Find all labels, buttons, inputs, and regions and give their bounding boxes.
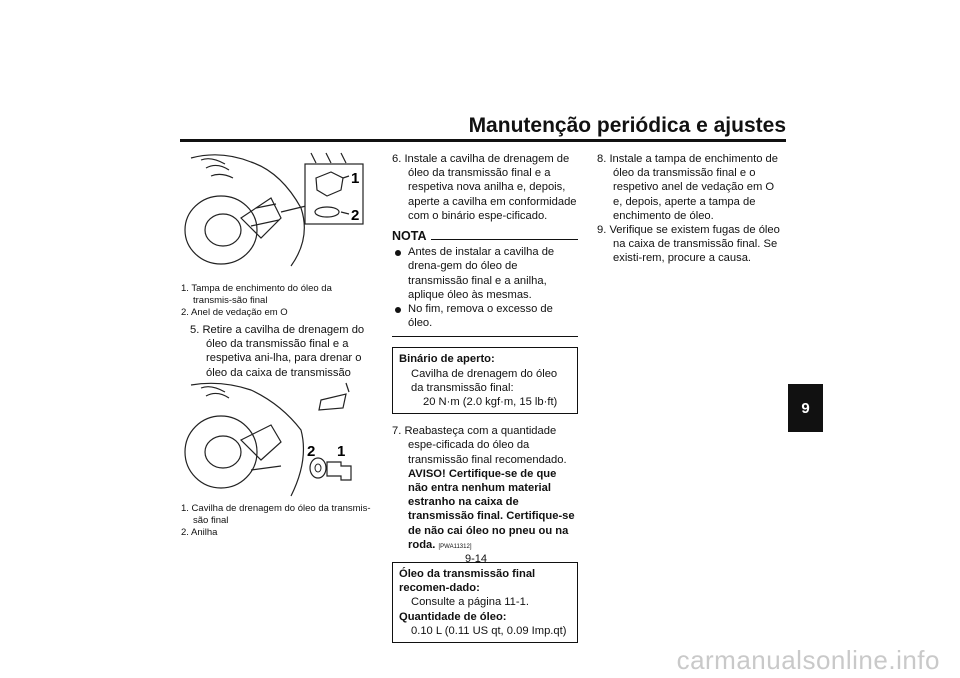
middle-column [392,152,578,643]
figure2-caption [181,503,371,539]
torque-item: Cavilha de drenagem do óleo da transmissão final: [411,367,558,394]
step-7-warning: AVISO! Certifique-se de que não entra nenhum material estranho na caixa de transmissão final. Certifique-se de não cai óleo no pneu ou na roda. [408,467,575,551]
step-9-text: 9. Verifique se existem fugas de óleo na caixa de transmissão final. Se existi-rem, procure a causa. [597,224,780,265]
scooter-drain-illustration [181,380,367,500]
warning-code: [PWA11312] [438,543,472,550]
nota-bullet-2 [392,302,578,330]
page-title: Manutenção periódica e ajustes [468,114,786,137]
oil-heading-2: Quantidade de óleo: [399,610,507,623]
step-6-text: 6. Instale a cavilha de drenagem de óleo da transmissão final e a respetiva nova anilha e, depois, aperte a cavilha em conformidade com o binário espe-cificado. [392,153,577,222]
nota-rule [431,239,579,240]
figure2-caption-2: 2. Anilha [181,527,218,538]
figure1-caption-2: 2. Anel de vedação em O [181,307,288,318]
nota-bullet-1 [392,245,578,302]
figure1-caption [181,283,371,319]
nota-label: NOTA [392,229,427,244]
step-5-text: 5. Retire a cavilha de drenagem do óleo da transmissão final e a respetiva ani-lha, para drenar o óleo da caixa de transmissão [190,324,365,379]
figure2-caption-1: 1. Cavilha de drenagem do óleo da transmis-são final [181,503,371,526]
figure-oil-filler-cap [181,148,367,268]
nota-end-rule [392,336,578,337]
scooter-filler-illustration [181,148,367,268]
oil-text-2: 0.10 L (0.11 US qt, 0.09 Imp.qt) [411,624,567,637]
torque-heading: Binário de aperto: [399,353,495,366]
nota-header [392,229,578,243]
figure1-callout-1: 1 [351,170,360,187]
nota-list [392,245,578,330]
bullet-icon [395,307,401,313]
nota-bullet-1-text: Antes de instalar a cavilha de drena-gem do óleo de transmissão final e a anilha, aplique óleo às mesmas. [408,246,555,301]
oil-heading-1: Óleo da transmissão final recomen-dado: [399,568,536,595]
figure1-callout-2: 2 [351,207,360,224]
figure2-callout-1: 1 [337,443,346,460]
figure-drain-bolt [181,380,367,500]
step-7 [392,424,578,554]
right-column [597,152,785,266]
bullet-icon [395,250,401,256]
torque-spec-box [392,347,578,414]
page-number: 9-14 [465,553,488,565]
nota-bullet-2-text: No fim, remova o excesso de óleo. [408,303,553,330]
oil-text-1: Consulte a página 11-1. [411,596,529,609]
oil-spec-box [392,562,578,643]
torque-value: 20 N·m (2.0 kgf·m, 15 lb·ft) [423,396,558,409]
figure2-callout-2: 2 [307,443,316,460]
header-rule [180,139,786,142]
figure1-caption-1: 1. Tampa de enchimento do óleo da transmis-são final [181,283,332,306]
watermark: carmanualsonline.info [676,645,940,675]
step-7-text: 7. Reabasteça com a quantidade espe-cificada do óleo da transmissão final recomendado. [392,425,567,466]
step-8-text: 8. Instale a tampa de enchimento de óleo da transmissão final e o respetivo anel de vedação em O e, depois, aperte a tampa de enchimento de óleo. [597,153,778,222]
step-7-para [392,424,578,554]
chapter-tab: 9 [788,384,823,432]
